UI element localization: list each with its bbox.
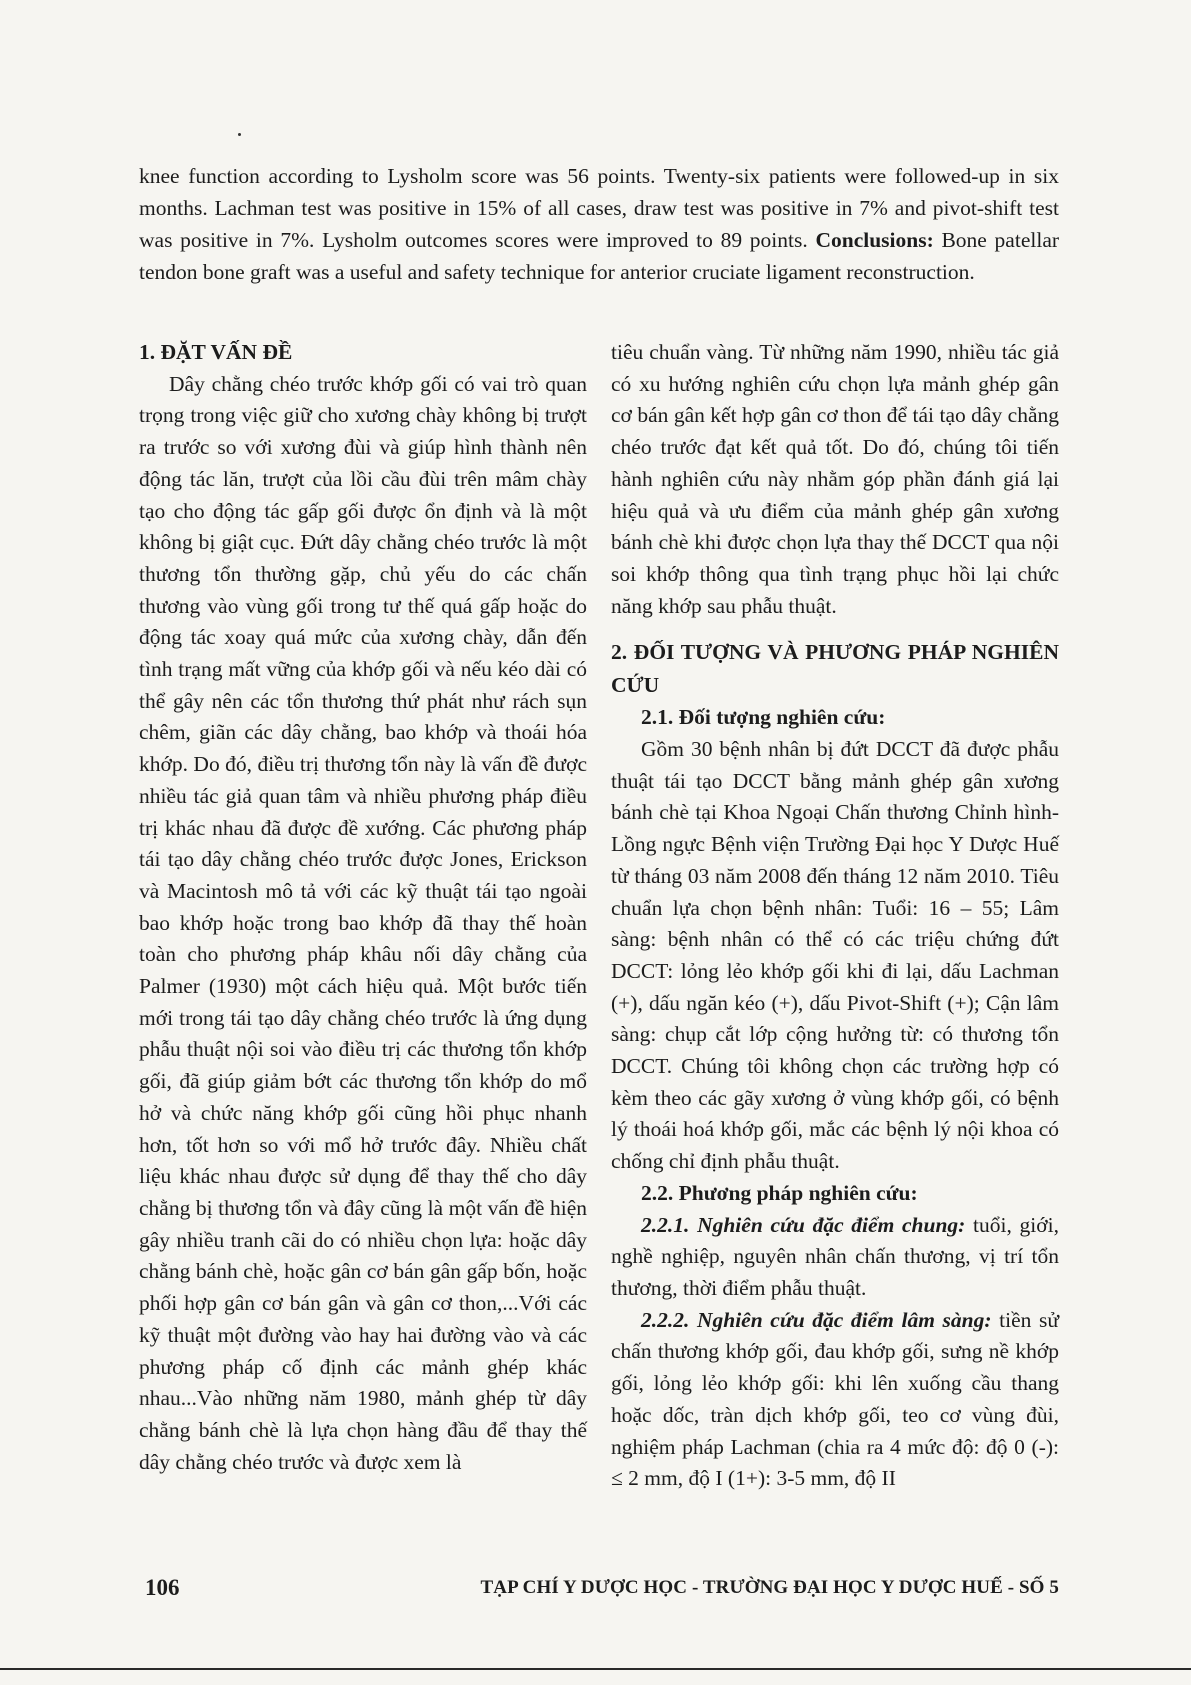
left-column bbox=[139, 337, 587, 1478]
subsection-2-2-2-paragraph bbox=[611, 1305, 1059, 1495]
conclusions-text: Bone patellar tendon bone graft was a useful and safety technique for anterior cruciate ligament reconstruction. bbox=[139, 228, 1060, 284]
scan-speck bbox=[238, 133, 241, 136]
page-footer bbox=[145, 1575, 1059, 1605]
section1-heading: 1. ĐẶT VẤN ĐỀ bbox=[139, 340, 293, 364]
subsection-2-2-heading: 2.2. Phương pháp nghiên cứu: bbox=[641, 1180, 918, 1205]
subsection-2-2-1-paragraph bbox=[611, 1210, 1059, 1305]
abstract-block bbox=[139, 160, 1059, 288]
subsection-2-2-1-label: 2.2.1. Nghiên cứu đặc điểm chung: bbox=[641, 1212, 966, 1237]
section1-paragraph-continued: tiêu chuẩn vàng. Từ những năm 1990, nhiều tác giả có xu hướng nghiên cứu chọn lựa mảnh ghép gân cơ bán gân kết hợp gân cơ thon để tái tạo dây chằng chéo trước đạt kết quả tốt. Do đó, chúng tôi tiến hành nghiên cứu này nhằm góp phần đánh giá lại hiệu quả và ưu điểm của mảnh ghép gân xương bánh chè khi được chọn lựa thay thế DCCT qua nội soi khớp thông qua tình trạng phục hồi lại chức năng khớp sau phẫu thuật. bbox=[611, 340, 1059, 618]
subsection-2-1-heading: 2.1. Đối tượng nghiên cứu: bbox=[641, 705, 886, 730]
subsection-2-2-2-label: 2.2.2. Nghiên cứu đặc điểm lâm sàng: bbox=[641, 1307, 992, 1332]
subsection-2-2-1-text: tuổi, giới, nghề nghiệp, nguyên nhân chấn thương, vị trí tổn thương, thời điểm phẫu thuật. bbox=[611, 1212, 1059, 1300]
scan-edge-line bbox=[0, 1668, 1191, 1670]
abstract-results-text: knee function according to Lysholm score was 56 points. Twenty-six patients were followed-up in six months. Lachman test was positive in 15% of all cases, draw test was positive in 7% and pivot-shift test was positive in 7%. Lysholm outcomes scores were improved to 89 points. bbox=[139, 164, 1059, 252]
section2-heading: 2. ĐỐI TƯỢNG VÀ PHƯƠNG PHÁP NGHIÊN CỨU bbox=[611, 640, 1059, 698]
section1-paragraph: Dây chằng chéo trước khớp gối có vai trò quan trọng trong việc giữ cho xương chày không bị trượt ra trước so với xương đùi và giúp hình thành nên động tác lăn, trượt của lồi cầu đùi trên mâm chày tạo cho động tác gấp gối được ổn định và là một không bị giật cục. Đứt dây chằng chéo trước là một thương tổn thường gặp, chủ yếu do các chấn thương vào vùng gối trong tư thế quá gấp hoặc do động tác xoay quá mức của xương chày, dẫn đến tình trạng mất vững của khớp gối và nếu kéo dài có thể gây nên các tổn thương thứ phát như rách sụn chêm, giãn các dây chằng, bao khớp và thoái hóa khớp. Do đó, điều trị thương tổn này là vấn đề được nhiều tác giả quan tâm và nhiều phương pháp điều trị khác nhau đã được đề xướng. Các phương pháp tái tạo dây chằng chéo trước được Jones, Erickson và Macintosh mô tả với các kỹ thuật tái tạo ngoài bao khớp hoặc trong bao khớp đã thay thế hoàn toàn cho phương pháp khâu nối dây chằng của Palmer (1930) một cách hiệu quả. Một bước tiến mới trong tái tạo dây chằng chéo trước là ứng dụng phẫu thuật nội soi vào điều trị các thương tổn khớp gối, đã giúp giảm bớt các thương tổn khớp do mổ hở và chức năng khớp gối cũng hồi phục nhanh hơn, tốt hơn so với mổ hở trước đây. Nhiều chất liệu khác nhau được sử dụng để thay thế cho dây chằng bị thương tổn và đây cũng là một vấn đề hiện gây nhiều tranh cãi do có nhiều chọn lựa: hoặc dây chằng bánh chè, hoặc gân cơ bán gân gấp bốn, hoặc phối hợp gân cơ bán gân và gân cơ thon,...Với các kỹ thuật một đường vào hay hai đường vào và các phương pháp cố định các mảnh ghép khác nhau...Vào những năm 1980, mảnh ghép từ dây chằng bánh chè là lựa chọn hàng đầu để thay thế dây chằng chéo trước và được xem là bbox=[139, 371, 587, 1474]
right-column bbox=[611, 337, 1059, 1495]
page-number: 106 bbox=[145, 1575, 180, 1600]
journal-title: TẠP CHÍ Y DƯỢC HỌC - TRƯỜNG ĐẠI HỌC Y DƯỢC HUẾ - SỐ 5 bbox=[480, 1577, 1059, 1598]
conclusions-label: Conclusions: bbox=[815, 228, 934, 252]
subsection-2-2-2-text: tiền sử chấn thương khớp gối, đau khớp gối, sưng nề khớp gối, lỏng lẻo khớp gối: khi lên xuống cầu thang hoặc dốc, tràn dịch khớp gối, teo cơ vùng đùi, nghiệm pháp Lachman (chia ra 4 mức độ: độ 0 (-): ≤ 2 mm, độ I (1+): 3-5 mm, độ II bbox=[611, 1307, 1059, 1491]
subsection-2-1-text: Gồm 30 bệnh nhân bị đứt DCCT đã được phẫu thuật tái tạo DCCT bằng mảnh ghép gân xương bánh chè tại Khoa Ngoại Chấn thương Chỉnh hình-Lồng ngực Bệnh viện Trường Đại học Y Dược Huế từ tháng 03 năm 2008 đến tháng 12 năm 2010. Tiêu chuẩn lựa chọn bệnh nhân: Tuổi: 16 – 55; Lâm sàng: bệnh nhân có thể có các triệu chứng đứt DCCT: lỏng lẻo khớp gối khi đi lại, dấu Lachman (+), dấu ngăn kéo (+), dấu Pivot-Shift (+); Cận lâm sàng: chụp cắt lớp cộng hưởng từ: có thương tổn DCCT. Chúng tôi không chọn các trường hợp có kèm theo các gãy xương ở vùng khớp gối, có bệnh lý thoái hoá khớp gối, mắc các bệnh lý nội khoa có chống chỉ định phẫu thuật. bbox=[611, 737, 1059, 1174]
